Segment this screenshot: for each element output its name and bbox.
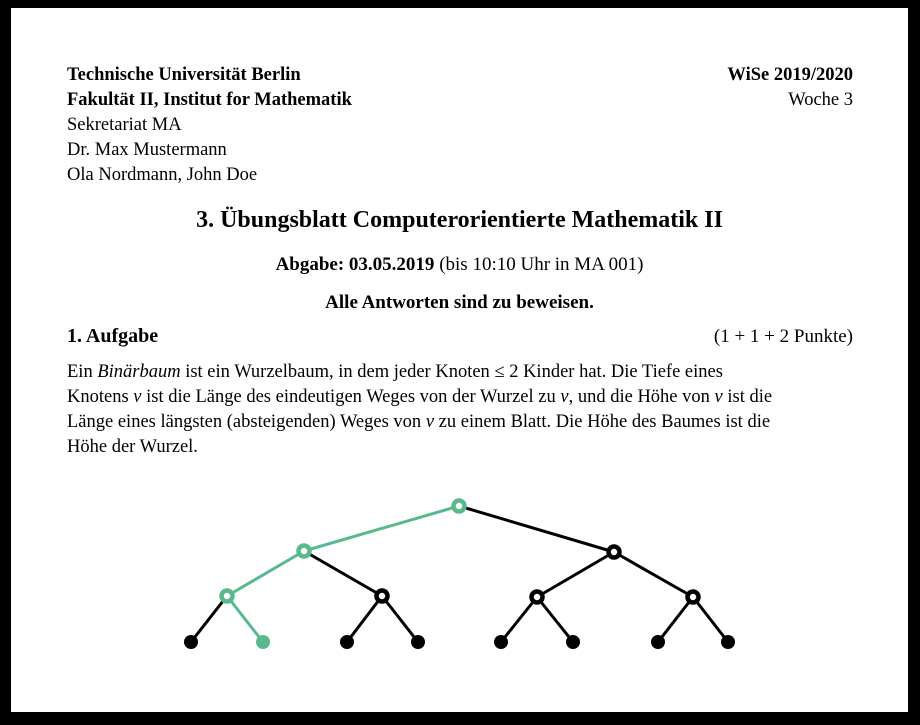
page-content-area [11,8,908,712]
header-left-block [67,63,352,188]
paragraph-line: Länge eines längsten (absteigenden) Weges von v zu einem Blatt. Die Höhe des Baumes ist die [67,412,771,432]
paragraph-line: Knotens v ist die Länge des eindeutigen Weges von der Wurzel zu v, und die Höhe von v ist die [67,387,773,407]
task-heading: 1. Aufgabe [67,325,159,347]
task-points: (1 + 1 + 2 Punkte) [713,326,853,347]
paragraph-line: Höhe der Wurzel. [67,437,198,457]
assistants-line: Ola Nordmann, John Doe [67,165,258,185]
due-date-bold: Abgabe: 03.05.2019 [275,254,435,275]
week-line: Woche 3 [788,90,853,110]
institution-line: Technische Universität Berlin [67,65,301,85]
office-line: Sekretariat MA [67,115,182,135]
task-heading-row [67,325,853,348]
due-date-rest: (bis 10:10 Uhr in MA 001) [434,254,644,275]
sheet-title: 3. Übungsblatt Computerorientierte Mathematik II [196,207,723,233]
paragraph-line: Ein Binärbaum ist ein Wurzelbaum, in dem jeder Knoten ≤ 2 Kinder hat. Die Tiefe eines [67,362,723,382]
semester-line: WiSe 2019/2020 [727,65,853,85]
due-date-line [11,254,908,276]
header-right-block [727,63,853,113]
instruction-note: Alle Antworten sind zu beweisen. [325,292,594,313]
task-description-paragraph [67,360,853,460]
lecturer-line: Dr. Max Mustermann [67,140,227,160]
faculty-line: Fakultät II, Institut for Mathematik [67,90,352,110]
